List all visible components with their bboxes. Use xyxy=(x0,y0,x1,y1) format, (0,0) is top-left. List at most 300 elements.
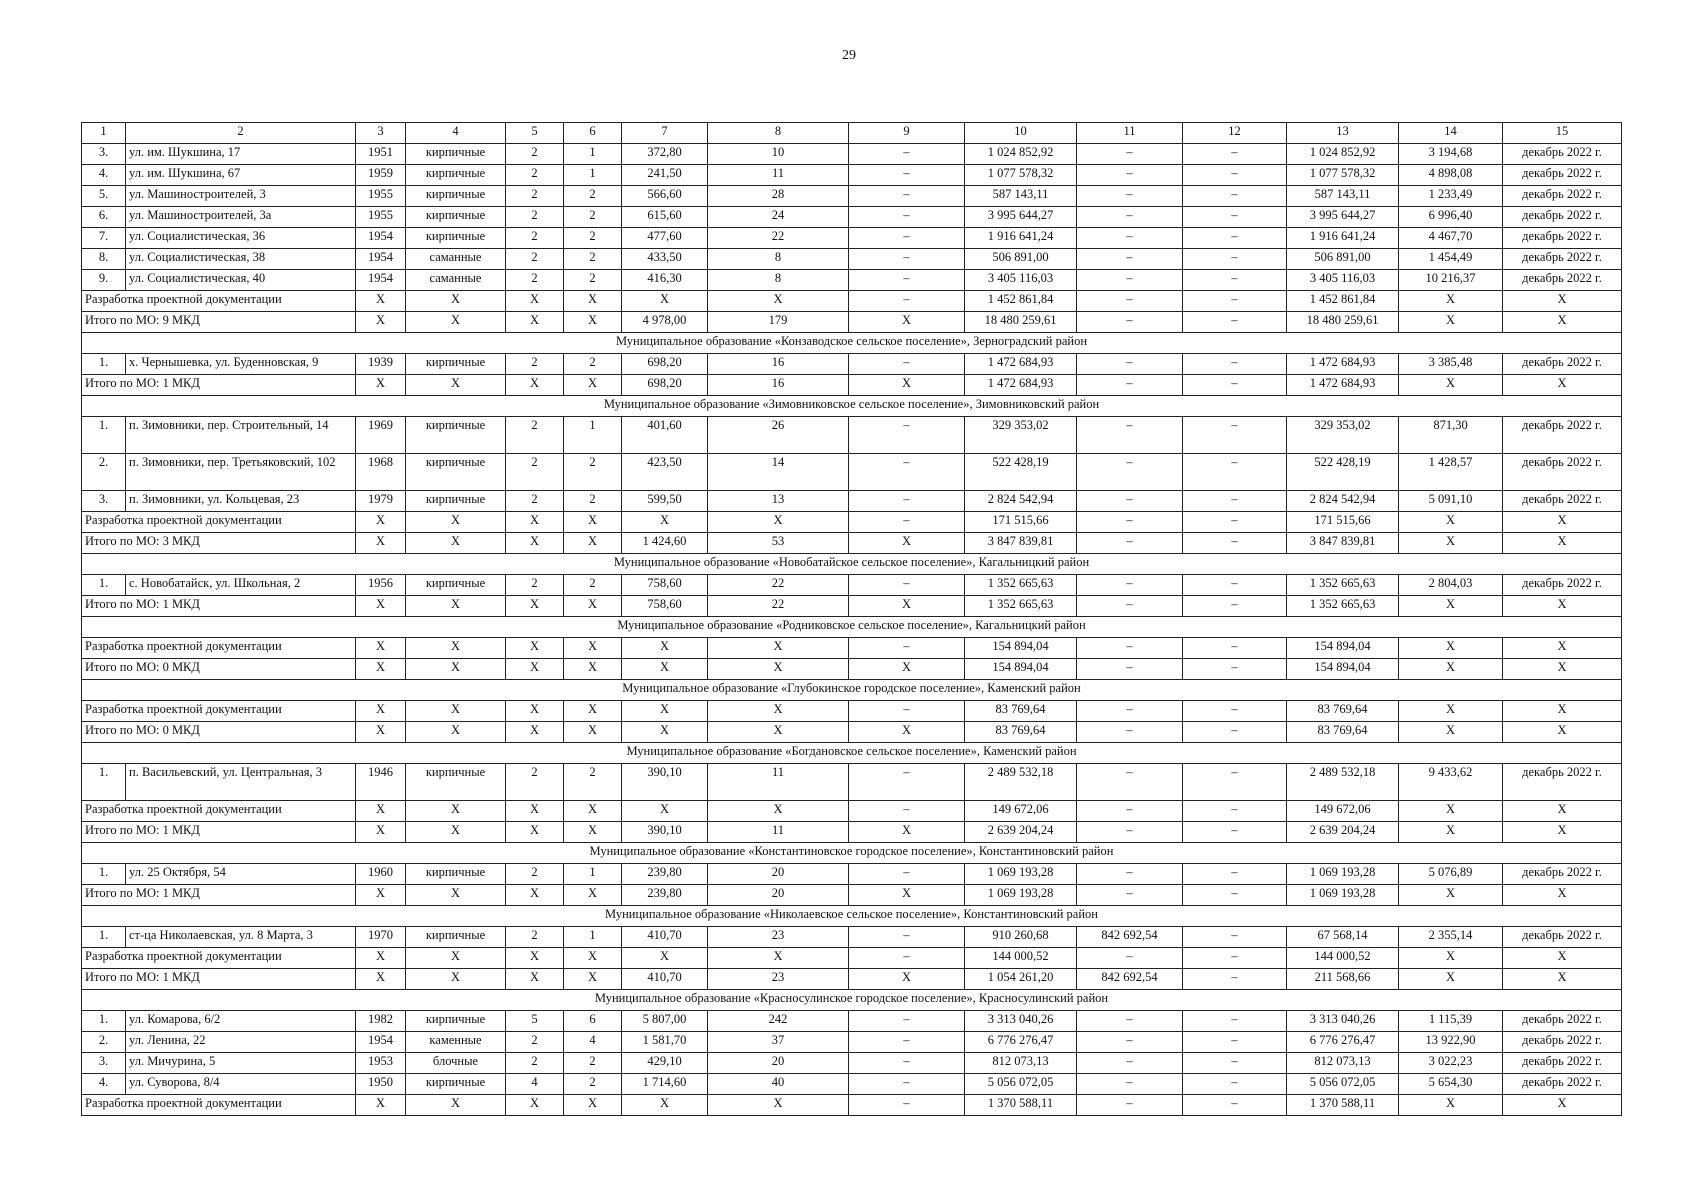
value-cell: 8 xyxy=(708,249,849,270)
value-cell: 477,60 xyxy=(622,228,708,249)
value-cell: X xyxy=(406,638,506,659)
value-cell: 1954 xyxy=(356,1032,406,1053)
building-row xyxy=(82,575,1622,596)
value-cell: X xyxy=(356,533,406,554)
value-cell: X xyxy=(506,512,564,533)
value-cell: X xyxy=(708,638,849,659)
value-cell: 2 639 204,24 xyxy=(965,822,1077,843)
value-cell: 11 xyxy=(708,822,849,843)
value-cell: 1 xyxy=(564,417,622,454)
value-cell: 401,60 xyxy=(622,417,708,454)
row-number: 8. xyxy=(82,249,126,270)
value-cell: декабрь 2022 г. xyxy=(1503,270,1622,291)
value-cell: декабрь 2022 г. xyxy=(1503,1074,1622,1095)
summary-row xyxy=(82,801,1622,822)
value-cell: X xyxy=(1503,596,1622,617)
value-cell: 2 xyxy=(506,186,564,207)
value-cell: – xyxy=(849,512,965,533)
value-cell: X xyxy=(849,533,965,554)
value-cell: – xyxy=(1183,701,1287,722)
value-cell: 2 xyxy=(506,1053,564,1074)
value-cell: X xyxy=(708,1095,849,1116)
value-cell: 372,80 xyxy=(622,144,708,165)
value-cell: – xyxy=(1183,249,1287,270)
value-cell: X xyxy=(708,801,849,822)
value-cell: кирпичные xyxy=(406,764,506,801)
value-cell: 1939 xyxy=(356,354,406,375)
address-cell: ст-ца Николаевская, ул. 8 Марта, 3 xyxy=(126,927,356,948)
row-number: 1. xyxy=(82,764,126,801)
section-header-row xyxy=(82,906,1622,927)
value-cell: – xyxy=(1077,249,1183,270)
value-cell: – xyxy=(1077,948,1183,969)
value-cell: – xyxy=(1077,659,1183,680)
value-cell: – xyxy=(1183,165,1287,186)
value-cell: – xyxy=(849,1053,965,1074)
value-cell: X xyxy=(406,822,506,843)
value-cell: X xyxy=(1399,801,1503,822)
value-cell: X xyxy=(849,722,965,743)
value-cell: 2 489 532,18 xyxy=(1287,764,1399,801)
value-cell: X xyxy=(564,722,622,743)
building-row xyxy=(82,270,1622,291)
value-cell: X xyxy=(1399,512,1503,533)
value-cell: кирпичные xyxy=(406,491,506,512)
address-cell: ул. им. Шукшина, 17 xyxy=(126,144,356,165)
value-cell: – xyxy=(1077,354,1183,375)
summary-label: Итого по МО: 1 МКД xyxy=(82,885,356,906)
value-cell: – xyxy=(1183,186,1287,207)
row-number: 1. xyxy=(82,927,126,948)
column-number-header: 10 xyxy=(965,123,1077,144)
value-cell: 1 115,39 xyxy=(1399,1011,1503,1032)
value-cell: – xyxy=(1077,512,1183,533)
section-header-row xyxy=(82,617,1622,638)
value-cell: X xyxy=(356,375,406,396)
value-cell: 871,30 xyxy=(1399,417,1503,454)
address-cell: ул. Комарова, 6/2 xyxy=(126,1011,356,1032)
value-cell: 1955 xyxy=(356,207,406,228)
value-cell: 329 353,02 xyxy=(965,417,1077,454)
value-cell: X xyxy=(356,659,406,680)
value-cell: 3 022,23 xyxy=(1399,1053,1503,1074)
column-number-header: 1 xyxy=(82,123,126,144)
value-cell: – xyxy=(1183,969,1287,990)
value-cell: 2 xyxy=(506,927,564,948)
value-cell: X xyxy=(506,375,564,396)
value-cell: 2 xyxy=(564,575,622,596)
section-title: Муниципальное образование «Глубокинское городское поселение», Каменский район xyxy=(82,680,1622,701)
value-cell: X xyxy=(564,948,622,969)
value-cell: – xyxy=(1077,375,1183,396)
value-cell: – xyxy=(849,454,965,491)
value-cell: X xyxy=(564,596,622,617)
value-cell: – xyxy=(1077,1032,1183,1053)
value-cell: декабрь 2022 г. xyxy=(1503,454,1622,491)
address-cell: ул. Суворова, 8/4 xyxy=(126,1074,356,1095)
value-cell: X xyxy=(622,291,708,312)
column-number-header: 12 xyxy=(1183,123,1287,144)
value-cell: – xyxy=(1183,1011,1287,1032)
value-cell: X xyxy=(506,969,564,990)
value-cell: – xyxy=(1183,270,1287,291)
column-number-header: 8 xyxy=(708,123,849,144)
value-cell: 410,70 xyxy=(622,927,708,948)
value-cell: 1 069 193,28 xyxy=(965,885,1077,906)
value-cell: X xyxy=(564,801,622,822)
value-cell: X xyxy=(356,596,406,617)
summary-label: Разработка проектной документации xyxy=(82,291,356,312)
summary-label: Разработка проектной документации xyxy=(82,948,356,969)
value-cell: 10 xyxy=(708,144,849,165)
value-cell: 154 894,04 xyxy=(965,638,1077,659)
summary-label: Разработка проектной документации xyxy=(82,512,356,533)
value-cell: 1 916 641,24 xyxy=(1287,228,1399,249)
value-cell: X xyxy=(406,1095,506,1116)
value-cell: 2 xyxy=(564,270,622,291)
summary-row xyxy=(82,312,1622,333)
value-cell: X xyxy=(1399,291,1503,312)
value-cell: 20 xyxy=(708,1053,849,1074)
value-cell: 5 654,30 xyxy=(1399,1074,1503,1095)
value-cell: 5 xyxy=(506,1011,564,1032)
value-cell: – xyxy=(849,1032,965,1053)
value-cell: 1 xyxy=(564,165,622,186)
value-cell: X xyxy=(622,659,708,680)
value-cell: – xyxy=(849,270,965,291)
value-cell: – xyxy=(1077,144,1183,165)
address-cell: ул. Машиностроителей, 3 xyxy=(126,186,356,207)
summary-label: Разработка проектной документации xyxy=(82,801,356,822)
value-cell: 1 424,60 xyxy=(622,533,708,554)
building-row xyxy=(82,927,1622,948)
value-cell: X xyxy=(708,291,849,312)
building-row xyxy=(82,864,1622,885)
value-cell: 1982 xyxy=(356,1011,406,1032)
value-cell: X xyxy=(506,638,564,659)
value-cell: – xyxy=(1183,575,1287,596)
value-cell: 2 xyxy=(506,864,564,885)
row-number: 3. xyxy=(82,491,126,512)
summary-row xyxy=(82,533,1622,554)
value-cell: 522 428,19 xyxy=(1287,454,1399,491)
value-cell: X xyxy=(1399,1095,1503,1116)
value-cell: декабрь 2022 г. xyxy=(1503,927,1622,948)
row-number: 2. xyxy=(82,1032,126,1053)
value-cell: декабрь 2022 г. xyxy=(1503,249,1622,270)
value-cell: – xyxy=(1183,822,1287,843)
value-cell: 2 xyxy=(506,1032,564,1053)
row-number: 1. xyxy=(82,354,126,375)
value-cell: – xyxy=(849,165,965,186)
value-cell: – xyxy=(1183,1074,1287,1095)
value-cell: X xyxy=(564,533,622,554)
row-number: 3. xyxy=(82,1053,126,1074)
row-number: 3. xyxy=(82,144,126,165)
row-number: 1. xyxy=(82,417,126,454)
value-cell: X xyxy=(564,701,622,722)
value-cell: кирпичные xyxy=(406,207,506,228)
value-cell: 2 639 204,24 xyxy=(1287,822,1399,843)
value-cell: X xyxy=(564,1095,622,1116)
value-cell: – xyxy=(1183,801,1287,822)
value-cell: X xyxy=(1503,375,1622,396)
value-cell: кирпичные xyxy=(406,165,506,186)
value-cell: 2 xyxy=(506,764,564,801)
value-cell: 1 xyxy=(564,927,622,948)
value-cell: 1 077 578,32 xyxy=(1287,165,1399,186)
value-cell: 2 xyxy=(564,764,622,801)
value-cell: 6 776 276,47 xyxy=(1287,1032,1399,1053)
value-cell: 3 847 839,81 xyxy=(1287,533,1399,554)
value-cell: кирпичные xyxy=(406,1074,506,1095)
section-header-row xyxy=(82,680,1622,701)
value-cell: декабрь 2022 г. xyxy=(1503,1053,1622,1074)
value-cell: X xyxy=(622,722,708,743)
value-cell: – xyxy=(1077,417,1183,454)
value-cell: 20 xyxy=(708,864,849,885)
value-cell: 506 891,00 xyxy=(965,249,1077,270)
section-title: Муниципальное образование «Красносулинское городское поселение», Красносулинский район xyxy=(82,990,1622,1011)
value-cell: X xyxy=(1399,533,1503,554)
value-cell: – xyxy=(1183,764,1287,801)
value-cell: 179 xyxy=(708,312,849,333)
value-cell: – xyxy=(1077,1011,1183,1032)
value-cell: X xyxy=(849,596,965,617)
building-row xyxy=(82,1074,1622,1095)
summary-label: Разработка проектной документации xyxy=(82,1095,356,1116)
value-cell: 11 xyxy=(708,165,849,186)
value-cell: 6 xyxy=(564,1011,622,1032)
column-number-header: 7 xyxy=(622,123,708,144)
address-cell: ул. 25 Октября, 54 xyxy=(126,864,356,885)
value-cell: – xyxy=(1183,291,1287,312)
value-cell: 698,20 xyxy=(622,354,708,375)
value-cell: X xyxy=(622,512,708,533)
value-cell: 2 xyxy=(564,1053,622,1074)
value-cell: 3 313 040,26 xyxy=(965,1011,1077,1032)
value-cell: 144 000,52 xyxy=(965,948,1077,969)
value-cell: 615,60 xyxy=(622,207,708,228)
value-cell: X xyxy=(564,375,622,396)
value-cell: – xyxy=(1183,1053,1287,1074)
value-cell: X xyxy=(1399,638,1503,659)
value-cell: – xyxy=(849,864,965,885)
value-cell: 1 xyxy=(564,144,622,165)
value-cell: 910 260,68 xyxy=(965,927,1077,948)
value-cell: 154 894,04 xyxy=(1287,659,1399,680)
value-cell: 149 672,06 xyxy=(1287,801,1399,822)
column-number-header: 15 xyxy=(1503,123,1622,144)
value-cell: 53 xyxy=(708,533,849,554)
value-cell: – xyxy=(1077,864,1183,885)
value-cell: – xyxy=(849,186,965,207)
value-cell: 842 692,54 xyxy=(1077,969,1183,990)
value-cell: 3 405 116,03 xyxy=(965,270,1077,291)
value-cell: 171 515,66 xyxy=(1287,512,1399,533)
value-cell: 4 xyxy=(506,1074,564,1095)
value-cell: 28 xyxy=(708,186,849,207)
value-cell: 1956 xyxy=(356,575,406,596)
value-cell: 18 480 259,61 xyxy=(965,312,1077,333)
value-cell: X xyxy=(622,1095,708,1116)
section-header-row xyxy=(82,743,1622,764)
value-cell: X xyxy=(622,948,708,969)
address-cell: ул. Мичурина, 5 xyxy=(126,1053,356,1074)
value-cell: – xyxy=(1077,701,1183,722)
value-cell: 698,20 xyxy=(622,375,708,396)
value-cell: 6 776 276,47 xyxy=(965,1032,1077,1053)
value-cell: 2 489 532,18 xyxy=(965,764,1077,801)
value-cell: 23 xyxy=(708,969,849,990)
value-cell: 22 xyxy=(708,228,849,249)
value-cell: 16 xyxy=(708,375,849,396)
value-cell: X xyxy=(406,701,506,722)
value-cell: 83 769,64 xyxy=(1287,722,1399,743)
value-cell: – xyxy=(1183,659,1287,680)
value-cell: X xyxy=(564,969,622,990)
value-cell: 2 xyxy=(506,249,564,270)
row-number: 5. xyxy=(82,186,126,207)
value-cell: 506 891,00 xyxy=(1287,249,1399,270)
summary-row xyxy=(82,596,1622,617)
value-cell: 14 xyxy=(708,454,849,491)
value-cell: 1 352 665,63 xyxy=(965,575,1077,596)
value-cell: X xyxy=(1399,969,1503,990)
value-cell: X xyxy=(1399,701,1503,722)
value-cell: 2 824 542,94 xyxy=(965,491,1077,512)
row-number: 9. xyxy=(82,270,126,291)
value-cell: 239,80 xyxy=(622,864,708,885)
value-cell: 1 472 684,93 xyxy=(965,375,1077,396)
value-cell: 171 515,66 xyxy=(965,512,1077,533)
value-cell: X xyxy=(1399,822,1503,843)
value-cell: 2 xyxy=(506,417,564,454)
value-cell: 3 995 644,27 xyxy=(965,207,1077,228)
value-cell: 390,10 xyxy=(622,764,708,801)
value-cell: 3 995 644,27 xyxy=(1287,207,1399,228)
value-cell: – xyxy=(849,207,965,228)
building-row xyxy=(82,186,1622,207)
value-cell: X xyxy=(356,722,406,743)
value-cell: – xyxy=(1183,491,1287,512)
value-cell: – xyxy=(849,1074,965,1095)
value-cell: кирпичные xyxy=(406,454,506,491)
value-cell: 154 894,04 xyxy=(1287,638,1399,659)
value-cell: 1 xyxy=(564,864,622,885)
column-number-header: 4 xyxy=(406,123,506,144)
address-cell: п. Васильевский, ул. Центральная, 3 xyxy=(126,764,356,801)
value-cell: X xyxy=(849,822,965,843)
value-cell: 8 xyxy=(708,270,849,291)
value-cell: – xyxy=(1183,885,1287,906)
value-cell: X xyxy=(622,701,708,722)
value-cell: 1 370 588,11 xyxy=(1287,1095,1399,1116)
value-cell: X xyxy=(356,701,406,722)
value-cell: 5 807,00 xyxy=(622,1011,708,1032)
address-cell: ул. Социалистическая, 38 xyxy=(126,249,356,270)
value-cell: – xyxy=(1183,722,1287,743)
value-cell: X xyxy=(356,291,406,312)
value-cell: – xyxy=(1077,291,1183,312)
value-cell: X xyxy=(356,822,406,843)
value-cell: 587 143,11 xyxy=(1287,186,1399,207)
address-cell: п. Зимовники, пер. Третьяковский, 102 xyxy=(126,454,356,491)
value-cell: каменные xyxy=(406,1032,506,1053)
value-cell: X xyxy=(356,312,406,333)
value-cell: 2 824 542,94 xyxy=(1287,491,1399,512)
summary-row xyxy=(82,969,1622,990)
value-cell: декабрь 2022 г. xyxy=(1503,186,1622,207)
value-cell: X xyxy=(506,312,564,333)
value-cell: 239,80 xyxy=(622,885,708,906)
value-cell: X xyxy=(506,291,564,312)
value-cell: 2 xyxy=(564,186,622,207)
column-number-header: 2 xyxy=(126,123,356,144)
value-cell: – xyxy=(1077,228,1183,249)
value-cell: X xyxy=(406,969,506,990)
value-cell: X xyxy=(356,638,406,659)
value-cell: 1960 xyxy=(356,864,406,885)
row-number: 1. xyxy=(82,864,126,885)
summary-row xyxy=(82,375,1622,396)
value-cell: X xyxy=(564,659,622,680)
value-cell: 1959 xyxy=(356,165,406,186)
summary-row xyxy=(82,822,1622,843)
value-cell: X xyxy=(506,1095,564,1116)
section-header-row xyxy=(82,843,1622,864)
value-cell: – xyxy=(1183,927,1287,948)
value-cell: 1954 xyxy=(356,249,406,270)
value-cell: X xyxy=(564,291,622,312)
value-cell: 1 352 665,63 xyxy=(1287,596,1399,617)
column-number-header: 6 xyxy=(564,123,622,144)
building-row xyxy=(82,354,1622,375)
value-cell: саманные xyxy=(406,249,506,270)
value-cell: X xyxy=(406,533,506,554)
value-cell: – xyxy=(849,417,965,454)
value-cell: X xyxy=(406,291,506,312)
building-row xyxy=(82,1053,1622,1074)
value-cell: 410,70 xyxy=(622,969,708,990)
value-cell: кирпичные xyxy=(406,417,506,454)
value-cell: – xyxy=(1183,638,1287,659)
value-cell: – xyxy=(1077,533,1183,554)
value-cell: 18 480 259,61 xyxy=(1287,312,1399,333)
value-cell: – xyxy=(849,701,965,722)
value-cell: X xyxy=(406,659,506,680)
summary-label: Итого по МО: 3 МКД xyxy=(82,533,356,554)
value-cell: – xyxy=(849,638,965,659)
value-cell: X xyxy=(406,312,506,333)
value-cell: X xyxy=(406,722,506,743)
value-cell: 1 370 588,11 xyxy=(965,1095,1077,1116)
value-cell: 13 922,90 xyxy=(1399,1032,1503,1053)
value-cell: 842 692,54 xyxy=(1077,927,1183,948)
value-cell: блочные xyxy=(406,1053,506,1074)
section-title: Муниципальное образование «Конзаводское сельское поселение», Зерноградский район xyxy=(82,333,1622,354)
value-cell: 2 xyxy=(506,575,564,596)
building-row xyxy=(82,165,1622,186)
value-cell: 2 xyxy=(506,491,564,512)
value-cell: 2 xyxy=(564,1074,622,1095)
summary-row xyxy=(82,722,1622,743)
value-cell: 1946 xyxy=(356,764,406,801)
value-cell: декабрь 2022 г. xyxy=(1503,491,1622,512)
row-number: 6. xyxy=(82,207,126,228)
value-cell: X xyxy=(1399,312,1503,333)
value-cell: – xyxy=(1183,864,1287,885)
